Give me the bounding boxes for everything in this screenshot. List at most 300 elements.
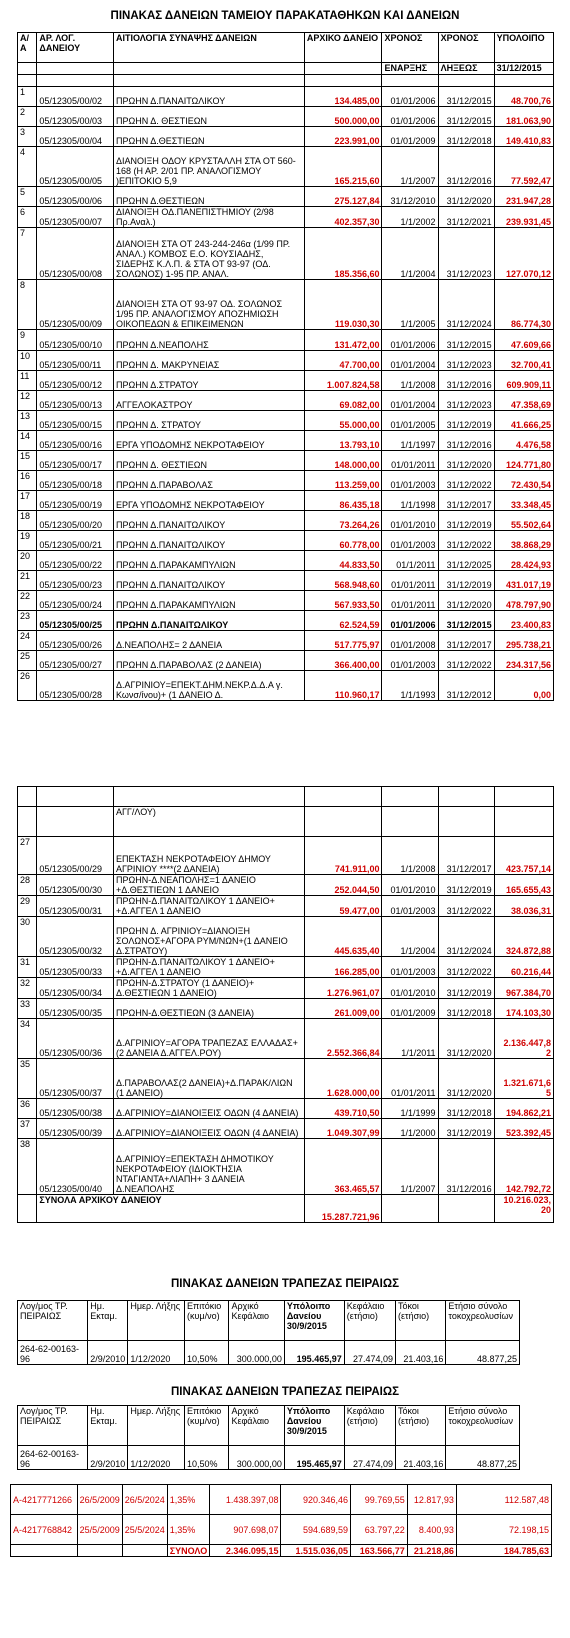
initial-amount: 1.276.961,07 <box>304 978 382 999</box>
balance: 23.400,83 <box>494 611 553 631</box>
column-header: Τόκοι (ετήσιο) <box>396 1406 446 1446</box>
loan-account: 05/12305/00/30 <box>37 875 114 896</box>
loan-description: ΠΡΩΗΝ-Δ.ΣΤΡΑΤΟΥ (1 ΔΑΝΕΙΟ)+ Δ.ΘΕΣΤΙΕΩΝ 1 ΔΑΝΕΙΟ) <box>113 978 304 999</box>
row-number: 5 <box>18 187 37 207</box>
balance: 28.424,93 <box>494 551 553 571</box>
totals-row <box>18 1195 554 1223</box>
column-header: Αρχικό Κεφάλαιο <box>229 1301 284 1341</box>
red-loans-table <box>10 1484 552 1557</box>
loan-description: ΠΡΩΗΝ Δ.ΠΑΡΑΒΟΛΑΣ <box>113 471 304 491</box>
initial-amount: 60.778,00 <box>304 531 382 551</box>
table-row <box>18 651 554 671</box>
end-date: 31/12/2019 <box>438 978 494 999</box>
row-number: 33 <box>18 999 37 1019</box>
loan-account: 05/12305/00/12 <box>37 371 114 391</box>
balance: 48.700,76 <box>494 87 553 107</box>
table-cell: 10,50% <box>185 1341 229 1365</box>
column-header: Λογ/μος ΤΡ. ΠΕΙΡΑΙΩΣ <box>18 1406 88 1446</box>
header-start: ΧΡΟΝΟΣ <box>382 33 438 63</box>
loan-account: 05/12305/00/13 <box>37 391 114 411</box>
loan-account: 05/12305/00/20 <box>37 511 114 531</box>
balance: 149.410,83 <box>494 127 553 147</box>
loan-account: 05/12305/00/06 <box>37 187 114 207</box>
column-header: Επιτόκιο (κυμ/νο) <box>185 1301 229 1341</box>
table-cell: 1,35% <box>167 1485 209 1515</box>
loan-account: 05/12305/00/24 <box>37 591 114 611</box>
end-date: 31/12/2020 <box>438 1019 494 1059</box>
table-row <box>18 187 554 207</box>
table-row <box>18 511 554 531</box>
row-number: 34 <box>18 1019 37 1059</box>
total-row <box>11 1545 552 1557</box>
table-cell: 21.403,16 <box>396 1446 446 1470</box>
start-date: 01/01/2011 <box>382 451 438 471</box>
initial-amount: 500.000,00 <box>304 107 382 127</box>
loan-description: Δ.ΠΑΡΑΒΟΛΑΣ(2 ΔΑΝΕΙΑ)+Δ.ΠΑΡΑΚ/ΛΙΩΝ (1 ΔΑΝΕΙΟ) <box>113 1059 304 1099</box>
row-number: 32 <box>18 978 37 999</box>
row-number: 29 <box>18 896 37 917</box>
loan-account: 05/12305/00/34 <box>37 978 114 999</box>
start-date: 01/01/2006 <box>382 87 438 107</box>
row-number: 30 <box>18 917 37 957</box>
column-header: Υπόλοιπο Δανείου 30/9/2015 <box>284 1406 344 1446</box>
loan-description: ΠΡΩΗΝ Δ.ΠΑΝΑΙΤΩΛΙΚΟΥ <box>113 87 304 107</box>
table-cell: 195.465,97 <box>284 1341 344 1365</box>
table-cell: 920.346,46 <box>281 1485 351 1515</box>
loan-account: 05/12305/00/11 <box>37 351 114 371</box>
start-date: 01/1/2011 <box>382 551 438 571</box>
loan-description: ΔΙΑΝΟΙΞΗ ΟΔ.ΠΑΝΕΠΙΣΤΗΜΙΟΥ (2/98 Πρ.Αναλ.) <box>113 207 304 228</box>
loan-account: 05/12305/00/35 <box>37 999 114 1019</box>
table-cell: 72.198,15 <box>456 1515 551 1545</box>
balance: 174.103,30 <box>494 999 553 1019</box>
table-cell: 25/5/2009 <box>77 1515 122 1545</box>
table-cell <box>122 1545 167 1557</box>
row-number: 6 <box>18 207 37 228</box>
table-cell: 48.877,25 <box>446 1341 520 1365</box>
balance: 295.738,21 <box>494 631 553 651</box>
table-row <box>18 571 554 591</box>
piraeus-title-1: ΠΙΝΑΚΑΣ ΔΑΝΕΙΩΝ ΤΡΑΠΕΖΑΣ ΠΕΙΡΑΙΩΣ <box>170 1278 399 1290</box>
loan-account: 05/12305/00/15 <box>37 411 114 431</box>
initial-amount: 62.524,59 <box>304 611 382 631</box>
balance: 86.774,30 <box>494 280 553 330</box>
balance: 142.792,72 <box>494 1139 553 1195</box>
table-row <box>18 491 554 511</box>
table-cell: 1/12/2020 <box>128 1341 185 1365</box>
end-date: 31/12/2017 <box>438 491 494 511</box>
header-start-sub: ΕΝΑΡΞΗΣ <box>382 63 438 75</box>
table-row <box>18 411 554 431</box>
end-date: 31/12/2016 <box>438 147 494 187</box>
table-cell: 300.000,00 <box>229 1341 284 1365</box>
row-number: 18 <box>18 511 37 531</box>
column-header: Κεφάλαιο (ετήσιο) <box>344 1406 395 1446</box>
start-date: 01/01/2004 <box>382 391 438 411</box>
table-row <box>18 631 554 651</box>
balance: 423.757,14 <box>494 837 553 875</box>
end-date: 31/12/2015 <box>438 330 494 351</box>
loan-description: ΠΡΩΗΝ-Δ.ΝΕΑΠΟΛΗΣ=1 ΔΑΝΕΙΟ +Δ.ΘΕΣΤΙΕΩΝ 1 ΔΑΝΕΙΟ <box>113 875 304 896</box>
loan-account: 05/12305/00/21 <box>37 531 114 551</box>
initial-amount: 47.700,00 <box>304 351 382 371</box>
initial-amount: 741.911,00 <box>304 837 382 875</box>
total-label: ΣΥΝΟΛΟ <box>167 1545 209 1557</box>
totals-initial: 15.287.721,96 <box>304 1195 382 1223</box>
loan-account: 05/12305/00/27 <box>37 651 114 671</box>
row-number: 7 <box>18 228 37 280</box>
start-date: 01/01/2003 <box>382 471 438 491</box>
balance: 55.502,64 <box>494 511 553 531</box>
row-number: 11 <box>18 371 37 391</box>
end-date: 31/12/2022 <box>438 471 494 491</box>
start-date: 01/01/2011 <box>382 571 438 591</box>
initial-amount: 567.933,50 <box>304 591 382 611</box>
end-date: 31/12/2020 <box>438 1059 494 1099</box>
initial-amount: 113.259,00 <box>304 471 382 491</box>
balance: 38.036,31 <box>494 896 553 917</box>
end-date: 31/12/2018 <box>438 999 494 1019</box>
table-row <box>18 591 554 611</box>
end-date: 31/12/2016 <box>438 371 494 391</box>
loan-description: ΠΡΩΗΝ-Δ.ΠΑΝΑΙΤΩΛΙΚΟΥ 1 ΔΑΝΕΙΟ+ +Δ.ΑΓΓΕΛ 1 ΔΑΝΕΙΟ <box>113 896 304 917</box>
loan-description: Δ.ΑΓΡΙΝΙΟΥ=ΔΙΑΝΟΙΞΕΙΣ ΟΔΩΝ (4 ΔΑΝΕΙΑ) <box>113 1099 304 1119</box>
end-date: 31/12/2022 <box>438 651 494 671</box>
initial-amount: 148.000,00 <box>304 451 382 471</box>
loans-table-continued <box>17 786 554 1223</box>
row-number: 13 <box>18 411 37 431</box>
balance: 47.609,66 <box>494 330 553 351</box>
balance: 33.348,45 <box>494 491 553 511</box>
column-header: Υπόλοιπο Δανείου 30/9/2015 <box>284 1301 344 1341</box>
row-number: 20 <box>18 551 37 571</box>
loan-description: ΠΡΩΗΝ Δ. ΜΑΚΡΥΝΕΙΑΣ <box>113 351 304 371</box>
end-date: 31/12/2018 <box>438 1099 494 1119</box>
loan-description: Δ.ΑΓΡΙΝΙΟΥ=ΕΠΕΚΤ.ΔΗΜ.ΝΕΚΡ.Δ.Δ.Α γ. Κωνσ/ίνου)+ (1 ΔΑΝΕΙΟ Δ. <box>113 671 304 701</box>
continuation-text: ΑΓΓ/ΛΟΥ) <box>113 807 304 837</box>
balance: 239.931,45 <box>494 207 553 228</box>
initial-amount: 445.635,40 <box>304 917 382 957</box>
balance: 4.476,58 <box>494 431 553 451</box>
table-row <box>18 228 554 280</box>
total-initial: 2.346.095,15 <box>210 1545 281 1557</box>
initial-amount: 366.400,00 <box>304 651 382 671</box>
loan-account: 05/12305/00/02 <box>37 87 114 107</box>
start-date: 1/1/1999 <box>382 1099 438 1119</box>
loan-account: 05/12305/00/16 <box>37 431 114 451</box>
start-date: 1/1/2004 <box>382 228 438 280</box>
initial-amount: 517.775,97 <box>304 631 382 651</box>
end-date: 31/12/2024 <box>438 280 494 330</box>
loan-description: ΠΡΩΗΝ Δ. ΣΤΡΑΤΟΥ <box>113 411 304 431</box>
initial-amount: 2.552.366,84 <box>304 1019 382 1059</box>
table-row <box>18 147 554 187</box>
end-date: 31/12/2019 <box>438 571 494 591</box>
balance: 124.771,80 <box>494 451 553 471</box>
main-title: ΠΙΝΑΚΑΣ ΔΑΝΕΙΩΝ ΤΑΜΕΙΟΥ ΠΑΡΑΚΑΤΑΘΗΚΩΝ ΚΑΙ ΔΑΝΕΙΩΝ <box>110 10 460 22</box>
table-cell: 594.689,59 <box>281 1515 351 1545</box>
initial-amount: 73.264,26 <box>304 511 382 531</box>
initial-amount: 275.127,84 <box>304 187 382 207</box>
table-cell: 195.465,97 <box>284 1446 344 1470</box>
table-row <box>18 1059 554 1099</box>
balance: 77.592,47 <box>494 147 553 187</box>
table-row <box>18 87 554 107</box>
loan-description: ΠΡΩΗΝ Δ. ΘΕΣΤΙΕΩΝ <box>113 451 304 471</box>
end-date: 31/12/2012 <box>438 671 494 701</box>
start-date: 1/1/2007 <box>382 1139 438 1195</box>
loan-account: 05/12305/00/05 <box>37 147 114 187</box>
loan-description: Δ.ΝΕΑΠΟΛΗΣ= 2 ΔΑΝΕΙΑ <box>113 631 304 651</box>
table-row <box>11 1515 552 1545</box>
table-cell: 12.817,93 <box>407 1485 456 1515</box>
balance: 72.430,54 <box>494 471 553 491</box>
table-row <box>18 1139 554 1195</box>
end-date: 31/12/2020 <box>438 451 494 471</box>
loan-description: ΠΡΩΗΝ Δ.ΝΕΑΠΟΛΗΣ <box>113 330 304 351</box>
header-end: ΧΡΟΝΟΣ <box>438 33 494 63</box>
initial-amount: 1.007.824,58 <box>304 371 382 391</box>
balance: 967.384,70 <box>494 978 553 999</box>
table-row <box>18 1019 554 1059</box>
loan-account: 05/12305/00/17 <box>37 451 114 471</box>
total-balance: 1.515.036,05 <box>281 1545 351 1557</box>
loan-description: ΠΡΩΗΝ Δ.ΣΤΡΑΤΟΥ <box>113 371 304 391</box>
loan-description: ΠΡΩΗΝ Δ. ΘΕΣΤΙΕΩΝ <box>113 107 304 127</box>
table-row <box>18 978 554 999</box>
end-date: 31/12/2017 <box>438 837 494 875</box>
table-cell: A-4217768842 <box>11 1515 78 1545</box>
end-date: 31/12/2025 <box>438 551 494 571</box>
row-number: 21 <box>18 571 37 591</box>
loan-account: 05/12305/00/23 <box>37 571 114 591</box>
row-number: 10 <box>18 351 37 371</box>
row-number: 17 <box>18 491 37 511</box>
table-row <box>18 351 554 371</box>
loan-description: ΔΙΑΝΟΙΞΗ ΟΔΟΥ ΚΡΥΣΤΑΛΛΗ ΣΤΑ ΟΤ 560-168 (Η ΑΡ. 2/01 ΠΡ. ΑΝΑΛΟΓΙΣΜΟΥ )ΕΠΙΤΟΚΙΟ 5,9 <box>113 147 304 187</box>
balance: 47.358,69 <box>494 391 553 411</box>
loan-account: 05/12305/00/39 <box>37 1119 114 1139</box>
start-date: 01/01/2003 <box>382 651 438 671</box>
table-row <box>18 1099 554 1119</box>
row-number: 9 <box>18 330 37 351</box>
row-number: 19 <box>18 531 37 551</box>
loan-account: 05/12305/00/38 <box>37 1099 114 1119</box>
balance: 609.909,11 <box>494 371 553 391</box>
table-cell: 2/9/2010 <box>88 1446 128 1470</box>
row-number: 28 <box>18 875 37 896</box>
initial-amount: 261.009,00 <box>304 999 382 1019</box>
start-date: 1/1/2000 <box>382 1119 438 1139</box>
row-number: 22 <box>18 591 37 611</box>
end-date: 31/12/2015 <box>438 107 494 127</box>
loan-description: ΠΡΩΗΝ Δ.ΠΑΝΑΙΤΩΛΙΚΟΥ <box>113 531 304 551</box>
balance: 1.321.671,6 5 <box>494 1059 553 1099</box>
loan-account: 05/12305/00/40 <box>37 1139 114 1195</box>
initial-amount: 1.628.000,00 <box>304 1059 382 1099</box>
balance: 2.136.447,8 2 <box>494 1019 553 1059</box>
table-row <box>18 531 554 551</box>
row-number: 15 <box>18 451 37 471</box>
table-row <box>18 371 554 391</box>
row-number: 24 <box>18 631 37 651</box>
start-date: 01/01/2003 <box>382 896 438 917</box>
piraeus-table-1 <box>17 1300 520 1365</box>
loan-description: ΠΡΩΗΝ-Δ.ΘΕΣΤΙΕΩΝ (3 ΔΑΝΕΙΑ) <box>113 999 304 1019</box>
start-date: 01/01/2011 <box>382 591 438 611</box>
row-number: 1 <box>18 87 37 107</box>
loan-description: ΠΡΩΗΝ Δ.ΘΕΣΤΙΕΩΝ <box>113 187 304 207</box>
start-date: 31/12/2010 <box>382 187 438 207</box>
table-row <box>18 431 554 451</box>
end-date: 31/12/2019 <box>438 411 494 431</box>
loan-account: 05/12305/00/18 <box>37 471 114 491</box>
table-cell: 63.797,22 <box>351 1515 408 1545</box>
row-number: 14 <box>18 431 37 451</box>
start-date: 01/01/2009 <box>382 999 438 1019</box>
loan-account: 05/12305/00/09 <box>37 280 114 330</box>
start-date: 1/1/2011 <box>382 1019 438 1059</box>
row-number: 23 <box>18 611 37 631</box>
initial-amount: 110.960,17 <box>304 671 382 701</box>
end-date: 31/12/2021 <box>438 207 494 228</box>
header-aa: Α/Α <box>18 33 37 63</box>
table-cell: 26/5/2024 <box>122 1485 167 1515</box>
balance: 181.063,90 <box>494 107 553 127</box>
table-cell: 1,35% <box>167 1515 209 1545</box>
table-cell <box>77 1545 122 1557</box>
balance: 38.868,29 <box>494 531 553 551</box>
start-date: 1/1/1997 <box>382 431 438 451</box>
start-date: 01/01/2003 <box>382 957 438 978</box>
start-date: 01/01/2010 <box>382 511 438 531</box>
loans-table <box>17 32 554 701</box>
end-date: 31/12/2015 <box>438 611 494 631</box>
column-header: Λογ/μος ΤΡ. ΠΕΙΡΑΙΩΣ <box>18 1301 88 1341</box>
loan-description: ΠΡΩΗΝ-Δ.ΠΑΝΑΙΤΩΛΙΚΟΥ 1 ΔΑΝΕΙΟ+ +Δ.ΑΓΓΕΛ 1 ΔΑΝΕΙΟ <box>113 957 304 978</box>
initial-amount: 13.793,10 <box>304 431 382 451</box>
loan-description: Δ.ΑΓΡΙΝΙΟΥ=ΔΙΑΝΟΙΞΕΙΣ ΟΔΩΝ (4 ΔΑΝΕΙΑ) <box>113 1119 304 1139</box>
loan-description: ΠΡΩΗΝ Δ. ΑΓΡΙΝΙΟΥ=ΔΙΑΝΟΙΞΗ ΣΟΛΩΝΟΣ+ΑΓΟΡΑ ΡΥΜ/ΝΩΝ+(1 ΔΑΝΕΙΟ Δ.ΣΤΡΑΤΟΥ) <box>113 917 304 957</box>
total-capital: 163.566,77 <box>351 1545 408 1557</box>
start-date: 1/1/2004 <box>382 917 438 957</box>
table-cell: 26/5/2009 <box>77 1485 122 1515</box>
header-end-sub: ΛΗΞΕΩΣ <box>438 63 494 75</box>
loan-account: 05/12305/00/33 <box>37 957 114 978</box>
start-date: 01/01/2006 <box>382 330 438 351</box>
balance: 165.655,43 <box>494 875 553 896</box>
table-cell: 112.587,48 <box>456 1485 551 1515</box>
loan-description: ΕΡΓΑ ΥΠΟΔΟΜΗΣ ΝΕΚΡΟΤΑΦΕΙΟΥ <box>113 431 304 451</box>
initial-amount: 166.285,00 <box>304 957 382 978</box>
table-cell: 27.474,09 <box>344 1341 395 1365</box>
loan-account: 05/12305/00/26 <box>37 631 114 651</box>
header-loan-no: ΑΡ. ΛΟΓ. ΔΑΝΕΙΟΥ <box>37 33 114 63</box>
row-number: 8 <box>18 280 37 330</box>
table-cell: 264-62-00163-96 <box>18 1446 88 1470</box>
row-number: 31 <box>18 957 37 978</box>
table-row <box>18 207 554 228</box>
table-row <box>18 1119 554 1139</box>
start-date: 01/01/2003 <box>382 531 438 551</box>
start-date: 1/1/2008 <box>382 371 438 391</box>
row-number: 26 <box>18 671 37 701</box>
balance: 32.700,41 <box>494 351 553 371</box>
table-cell <box>11 1545 78 1557</box>
initial-amount: 223.991,00 <box>304 127 382 147</box>
end-date: 31/12/2017 <box>438 631 494 651</box>
loan-account: 05/12305/00/36 <box>37 1019 114 1059</box>
row-number: 27 <box>18 837 37 875</box>
initial-amount: 86.435,18 <box>304 491 382 511</box>
table-cell: 1.438.397,08 <box>210 1485 281 1515</box>
loan-account: 05/12305/00/10 <box>37 330 114 351</box>
end-date: 31/12/2016 <box>438 431 494 451</box>
table-row <box>18 671 554 701</box>
initial-amount: 252.044,50 <box>304 875 382 896</box>
balance: 41.666,25 <box>494 411 553 431</box>
loan-description: ΠΡΩΗΝ Δ.ΠΑΝΑΙΤΩΛΙΚΟΥ <box>113 611 304 631</box>
end-date: 31/12/2022 <box>438 957 494 978</box>
loan-account: 05/12305/00/03 <box>37 107 114 127</box>
start-date: 01/01/2011 <box>382 1059 438 1099</box>
start-date: 1/1/1993 <box>382 671 438 701</box>
table-cell: 2/9/2010 <box>88 1341 128 1365</box>
loan-description: ΠΡΩΗΝ Δ.ΠΑΝΑΙΤΩΛΙΚΟΥ <box>113 511 304 531</box>
loan-account: 05/12305/00/25 <box>37 611 114 631</box>
start-date: 01/01/2010 <box>382 978 438 999</box>
loan-description: ΠΡΩΗΝ Δ.ΠΑΡΑΒΟΛΑΣ (2 ΔΑΝΕΙΑ) <box>113 651 304 671</box>
end-date: 31/12/2015 <box>438 87 494 107</box>
column-header: Ημερ. Λήξης <box>128 1301 185 1341</box>
initial-amount: 185.356,60 <box>304 228 382 280</box>
loan-account: 05/12305/00/29 <box>37 837 114 875</box>
table-cell: 25/5/2024 <box>122 1515 167 1545</box>
loan-description: Δ.ΑΓΡΙΝΙΟΥ=ΕΠΕΚΤΑΣΗ ΔΗΜΟΤΙΚΟΥ ΝΕΚΡΟΤΑΦΕΙΟΥ (ΙΔΙΟΚΤΗΣΙΑ ΝΤΑΓΙΑΝΤΑ+ΛΙΑΠΗ+ 3 ΔΑΝΕΙΑ Δ.ΝΕΑΠΟΛΗΣ <box>113 1139 304 1195</box>
table-row <box>18 957 554 978</box>
table-cell: 1/12/2020 <box>128 1446 185 1470</box>
table-row <box>11 1485 552 1515</box>
initial-amount: 69.082,00 <box>304 391 382 411</box>
end-date: 31/12/2023 <box>438 351 494 371</box>
row-number: 4 <box>18 147 37 187</box>
column-header: Αρχικό Κεφάλαιο <box>229 1406 284 1446</box>
row-number: 16 <box>18 471 37 491</box>
table-row <box>18 330 554 351</box>
loan-description: ΠΡΩΗΝ Δ.ΘΕΣΤΙΕΩΝ <box>113 127 304 147</box>
loan-description: ΔΙΑΝΟΙΞΗ ΣΤΑ ΟΤ 243-244-246α (1/99 ΠΡ. ΑΝΑΛ.) ΚΟΜΒΟΣ Ε.Ο. ΚΟΥΣΙΑΔΗΣ, ΣΙΔΕΡΗΣ Κ.Λ.Π. & ΣΤΑ ΟΤ 93-97 (ΟΔ. ΣΟΛΩΝΟΣ) 1-95 ΠΡ. ΑΝΑΛ. <box>113 228 304 280</box>
initial-amount: 568.948,60 <box>304 571 382 591</box>
row-number: 38 <box>18 1139 37 1195</box>
header-initial: ΑΡΧΙΚΟ ΔΑΝΕΙΟ <box>304 33 382 63</box>
loan-description: Δ.ΑΓΡΙΝΙΟΥ=ΑΓΟΡΑ ΤΡΑΠΕΖΑΣ ΕΛΛΑΔΑΣ+(2 ΔΑΝΕΙΑ Δ.ΑΓΓΕΛ.ΡΟΥ) <box>113 1019 304 1059</box>
end-date: 31/12/2024 <box>438 917 494 957</box>
table-row <box>18 471 554 491</box>
start-date: 01/01/2010 <box>382 875 438 896</box>
balance: 60.216,44 <box>494 957 553 978</box>
end-date: 31/12/2022 <box>438 531 494 551</box>
loan-description: ΠΡΩΗΝ Δ.ΠΑΡΑΚΑΜΠΥΛΙΩΝ <box>113 591 304 611</box>
balance: 523.392,45 <box>494 1119 553 1139</box>
loan-account: 05/12305/00/04 <box>37 127 114 147</box>
initial-amount: 363.465,57 <box>304 1139 382 1195</box>
loan-description: ΕΡΓΑ ΥΠΟΔΟΜΗΣ ΝΕΚΡΟΤΑΦΕΙΟΥ <box>113 491 304 511</box>
column-header: Ετήσιο σύνολο τοκοχρεολυσίων <box>446 1301 520 1341</box>
end-date: 31/12/2020 <box>438 591 494 611</box>
start-date: 1/1/2008 <box>382 837 438 875</box>
table-cell: 8.400,93 <box>407 1515 456 1545</box>
end-date: 31/12/2022 <box>438 896 494 917</box>
